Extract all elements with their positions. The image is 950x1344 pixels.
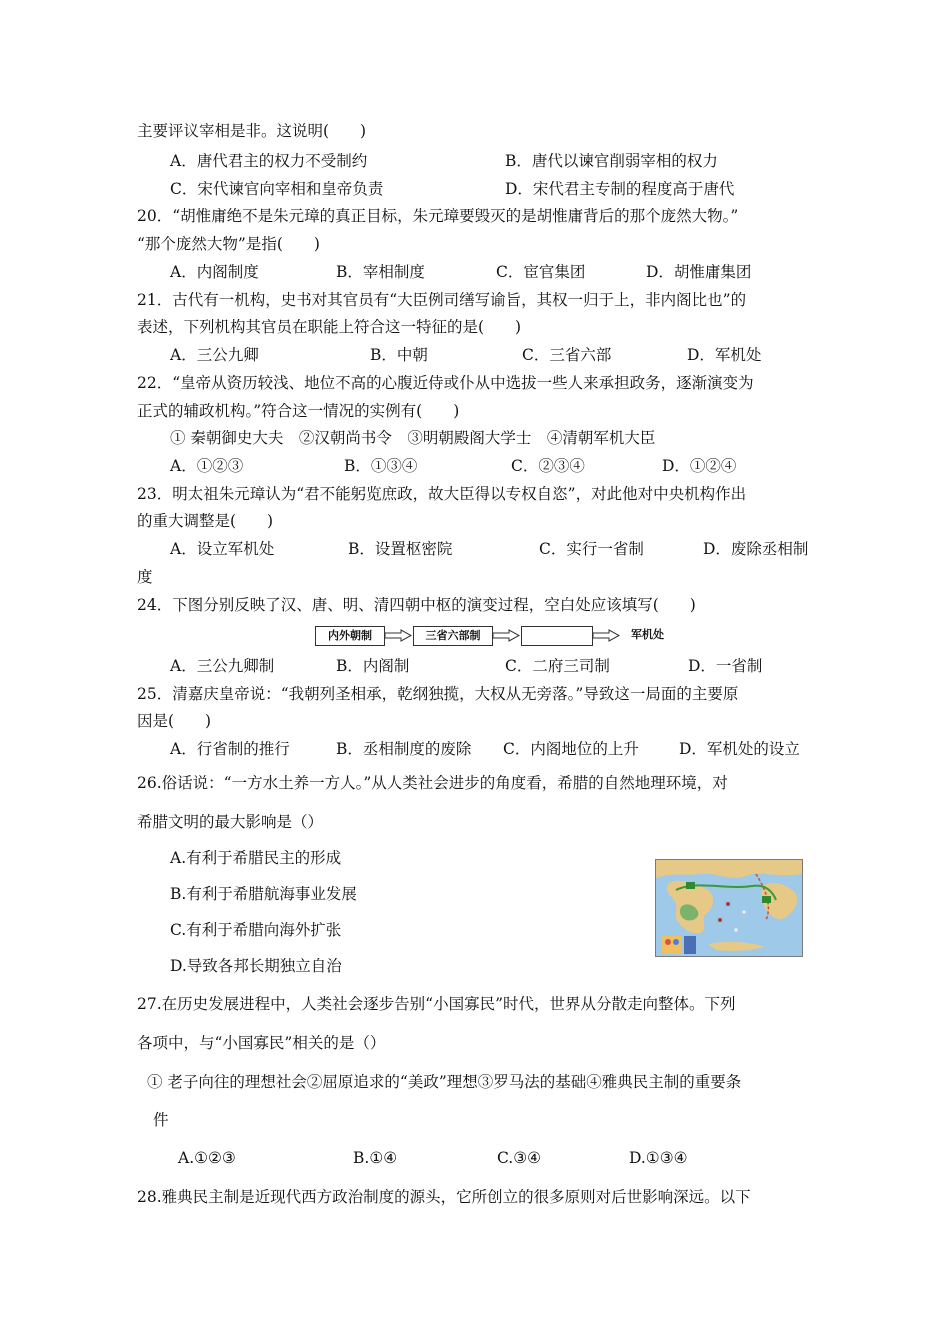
text-line: “那个庞然大物”是指( ) [137, 235, 320, 253]
text-line: 正式的辅政机构。”符合这一情况的实例有( ) [137, 402, 460, 420]
text-line: 的重大调整是( ) [137, 512, 274, 530]
option: C．宦官集团 [496, 263, 586, 281]
option: A．三公九卿 [170, 346, 259, 364]
option: A．三公九卿制 [170, 657, 275, 675]
question-21: 21．古代有一机构，史书对其官员有“大臣例司缮写谕旨，其权一归于上，非内阁比也”的 [137, 291, 747, 309]
arrow-icon [493, 630, 519, 641]
option: B.①④ [353, 1149, 398, 1167]
text-line: 表述，下列机构其官员在职能上符合这一特征的是( ) [137, 318, 522, 336]
option: C．二府三司制 [505, 657, 610, 675]
option: B．内阁制 [336, 657, 410, 675]
option: C.③④ [497, 1149, 542, 1167]
text-line: ① 老子向往的理想社会②屈原追求的“美政”理想③罗马法的基础④雅典民主制的重要条 [147, 1073, 742, 1091]
question-27: 27.在历史发展进程中，人类社会逐步告别“小国寡民”时代，世界从分散走向整体。下列 [137, 995, 736, 1013]
text-line: 希腊文明的最大影响是（） [137, 813, 324, 831]
question-28: 28.雅典民主制是近现代西方政治制度的源头，它所创立的很多原则对后世影响深远。以下 [137, 1188, 751, 1206]
text-line: 各项中，与“小国寡民”相关的是（） [137, 1034, 386, 1052]
flow-step-blank [521, 626, 593, 646]
option: A．设立军机处 [170, 540, 275, 558]
option: D．军机处的设立 [679, 740, 800, 758]
option: C．②③④ [511, 457, 585, 475]
option: C．三省六部 [522, 346, 612, 364]
option: D．宋代君主专制的程度高于唐代 [505, 180, 735, 198]
option: C．内阁地位的上升 [503, 740, 639, 758]
option: C．宋代谏官向宰相和皇帝负责 [170, 180, 384, 198]
question-23: 23．明太祖朱元璋认为“君不能躬览庶政，故大臣得以专权自恣”，对此他对中央机构作出 [137, 485, 747, 503]
option: A．行省制的推行 [170, 740, 290, 758]
option: D.导致各邦长期独立自治 [170, 957, 342, 975]
question-20: 20．“胡惟庸绝不是朱元璋的真正目标，朱元璋要毁灭的是胡惟庸背后的那个庞然大物。” [137, 207, 739, 225]
evolution-flowchart [313, 624, 673, 648]
map-marker-icon [762, 896, 771, 903]
option: A.有利于希腊民主的形成 [170, 849, 342, 867]
question-25: 25．清嘉庆皇帝说：“我朝列圣相承，乾纲独揽，大权从无旁落。”导致这一局面的主要原 [137, 685, 739, 703]
option: A．内阁制度 [170, 263, 259, 281]
option: A.①②③ [178, 1149, 236, 1167]
option: B．唐代以谏官削弱宰相的权力 [505, 152, 718, 170]
option: D．胡惟庸集团 [646, 263, 752, 281]
option: B．①③④ [344, 457, 418, 475]
option: A．①②③ [170, 457, 244, 475]
text-line: 主要评议宰相是非。这说明( ) [137, 122, 367, 140]
greece-map-icon [656, 860, 802, 956]
option: D．一省制 [688, 657, 763, 675]
option: C.有利于希腊向海外扩张 [170, 921, 342, 939]
option: C．实行一省制 [539, 540, 644, 558]
flow-step-1: 内外朝制 [315, 626, 385, 646]
option: D．①②④ [662, 457, 737, 475]
text-line: 件 [153, 1111, 169, 1129]
legend-icon [662, 936, 682, 954]
question-22: 22．“皇帝从资历较浅、地位不高的心腹近侍或仆从中选拔一些人来承担政务，逐渐演变为 [137, 374, 754, 392]
arrow-icon [593, 630, 619, 641]
option: B．宰相制度 [336, 263, 425, 281]
question-26: 26.俗话说：“一方水土养一方人。”从人类社会进步的角度看，希腊的自然地理环境，对 [137, 774, 728, 792]
flow-step-4: 军机处 [631, 628, 664, 641]
question-24: 24．下图分别反映了汉、唐、明、清四朝中枢的演变过程，空白处应该填写( ) [137, 596, 696, 614]
text-line: ① 秦朝御史大夫 ②汉朝尚书令 ③明朝殿阁大学士 ④清朝军机大臣 [170, 429, 656, 447]
greece-map-image [655, 859, 803, 957]
flow-step-2: 三省六部制 [413, 626, 493, 646]
option: B.有利于希腊航海事业发展 [170, 885, 357, 903]
arrow-icon [385, 630, 411, 641]
option: D.①③④ [629, 1149, 688, 1167]
option: D．军机处 [687, 346, 762, 364]
option: B．中朝 [370, 346, 428, 364]
option: B．设置枢密院 [348, 540, 453, 558]
text-line: 因是( ) [137, 712, 212, 730]
option: A．唐代君主的权力不受制约 [170, 152, 368, 170]
option: D．废除丞相制 [703, 540, 809, 558]
text-line: 度 [137, 568, 153, 586]
option: B．丞相制度的废除 [336, 740, 472, 758]
map-marker-icon [686, 882, 695, 889]
